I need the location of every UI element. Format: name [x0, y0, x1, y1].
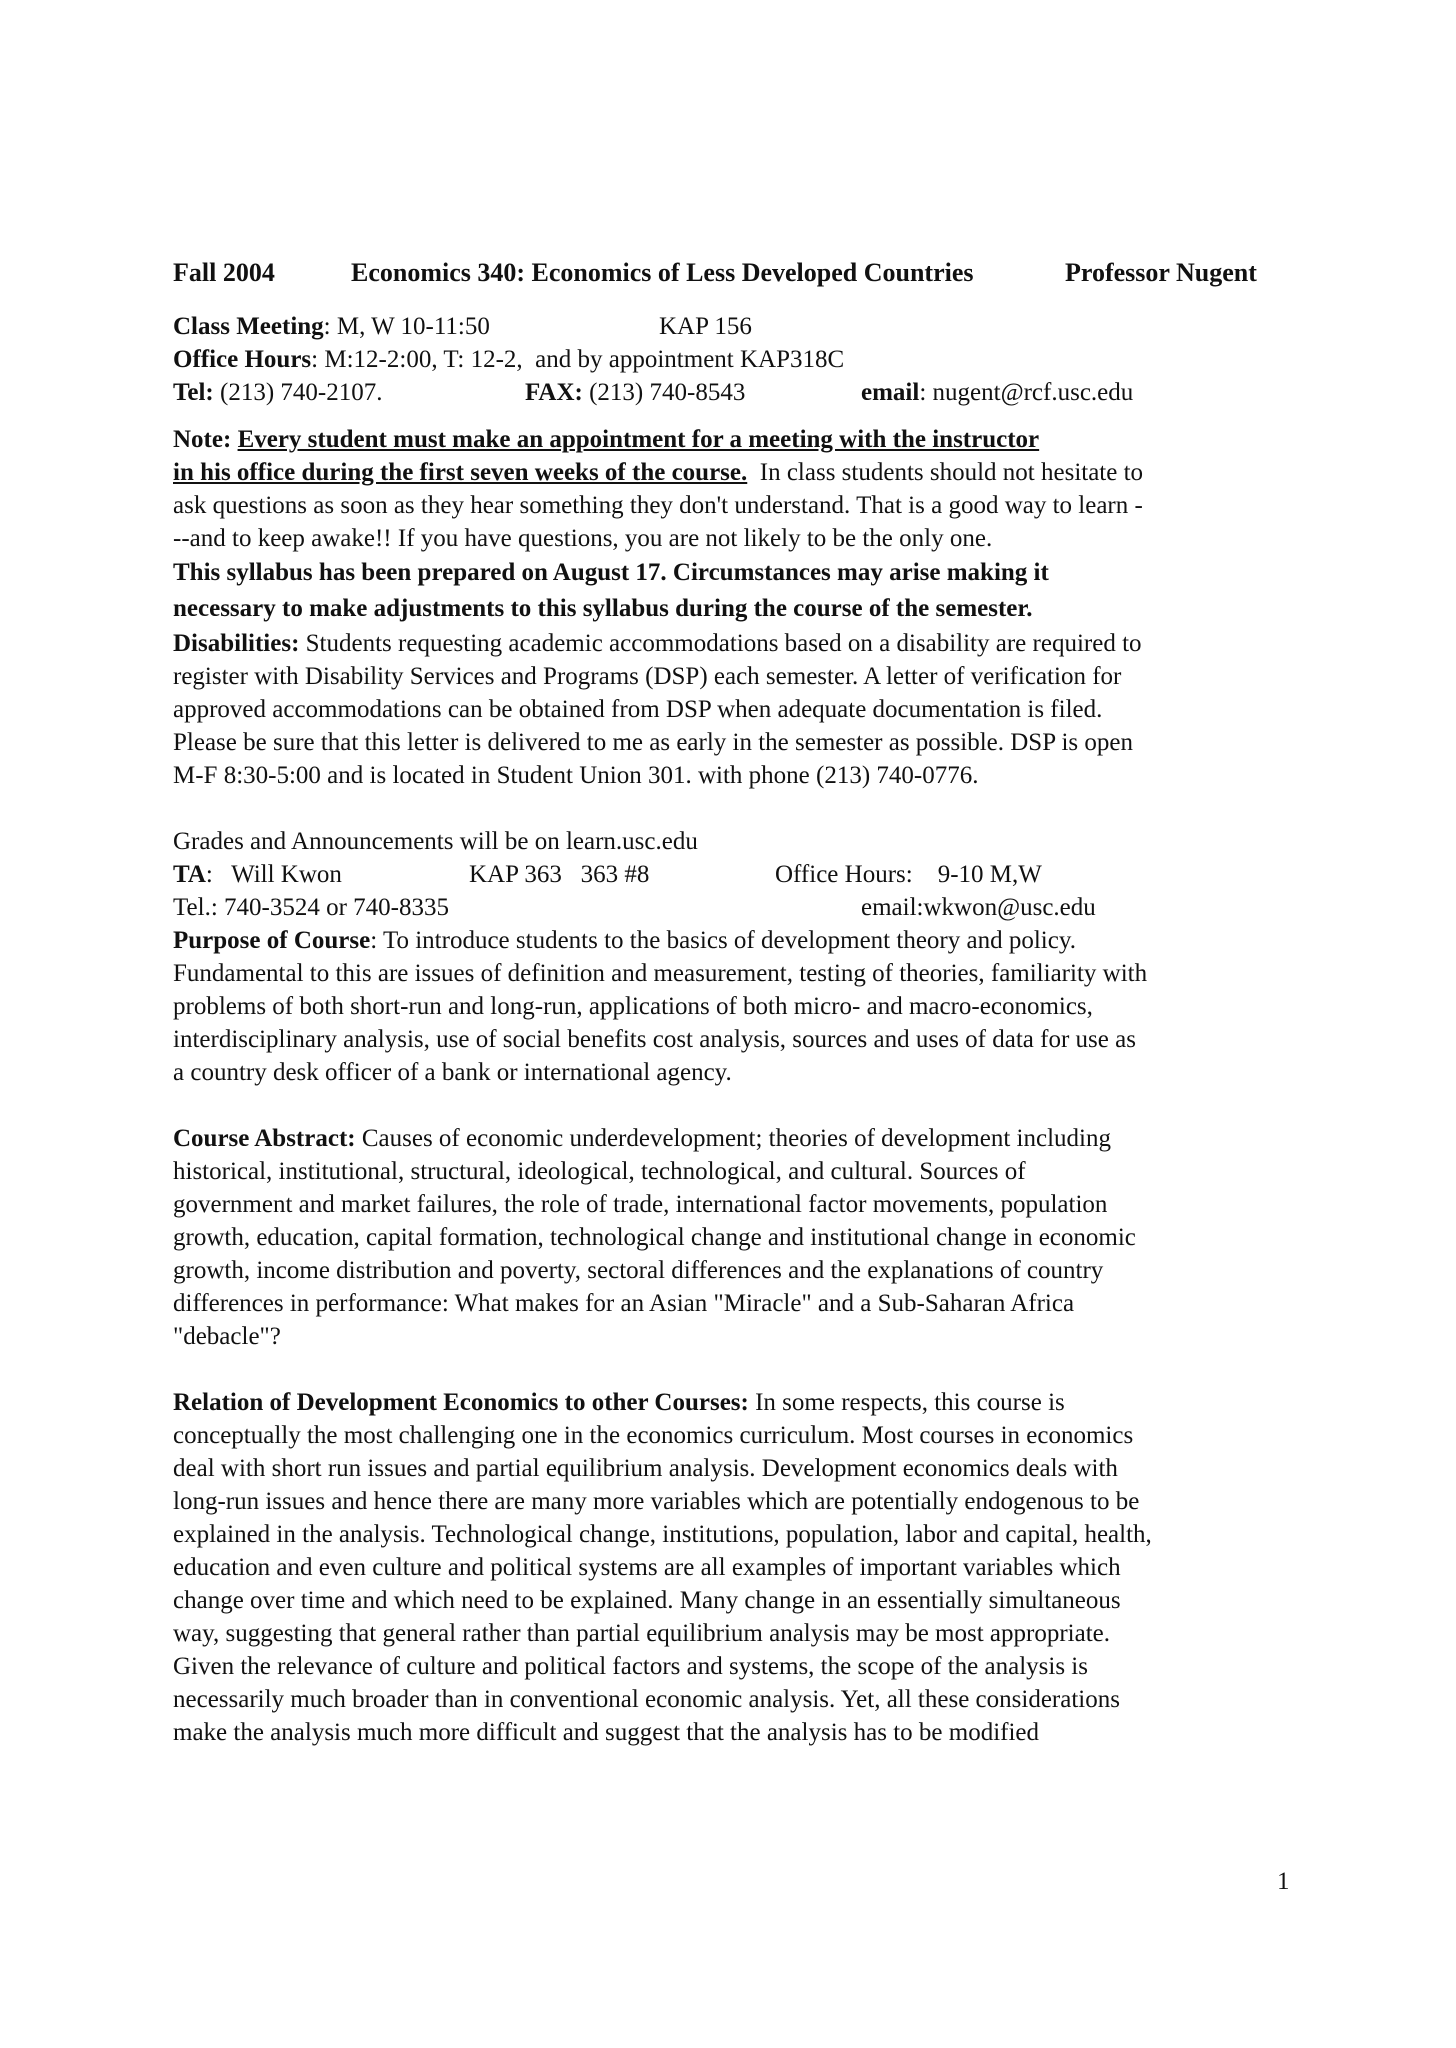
- ta-contact-row: [173, 891, 1313, 924]
- abstract-line: growth, education, capital formation, technological change and institutional change in economic: [173, 1224, 1136, 1251]
- purpose-label: Purpose of Course: [173, 927, 371, 954]
- note-section: Note: Every student must make an appointment for a meeting with the instructor in his office during the first seven weeks of the course. In class students should not hesitate to ask questions as soon as they hear something they don't understand. That is a good way to learn - --and to keep awake!! If you have questions, you are not likely to be the only one. This syllabus has been prepared on August 17. Circumstances may arise making it necessary to make adjustments to this syllabus during the course of the semester.: [173, 423, 1313, 627]
- disabilities-line: M-F 8:30-5:00 and is located in Student Union 301. with phone (213) 740-0776.: [173, 762, 979, 789]
- tel-label: Tel:: [173, 379, 214, 406]
- purpose-line: interdisciplinary analysis, use of social benefits cost analysis, sources and uses of data for use as: [173, 1026, 1136, 1053]
- ta-email[interactable]: email:wkwon@usc.edu: [861, 894, 1096, 921]
- relation-line: necessarily much broader than in conventional economic analysis. Yet, all these considerations: [173, 1686, 1120, 1713]
- spacer: [173, 792, 1313, 825]
- course-header: [173, 256, 1313, 296]
- email-label: email: [861, 379, 920, 406]
- disabilities-section: [173, 627, 1313, 792]
- relation-line: way, suggesting that general rather than partial equilibrium analysis may be most appropriate.: [173, 1620, 1110, 1647]
- purpose-section: [173, 924, 1313, 1089]
- tel-value: (213) 740-2107.: [213, 379, 383, 406]
- abstract-line: Causes of economic underdevelopment; theories of development including: [355, 1125, 1111, 1152]
- ta-office: KAP 363 363 #8: [469, 861, 650, 888]
- office-hours-value: : M:12-2:00, T: 12-2, and by appointment KAP318C: [311, 346, 845, 373]
- page-number: 1: [1277, 1868, 1290, 1895]
- note-text-3: --and to keep awake!! If you have questions, you are not likely to be the only one.: [173, 525, 993, 552]
- disabilities-line: approved accommodations can be obtained from DSP when adequate documentation is filed.: [173, 696, 1103, 723]
- note-text-1: In class students should not hesitate to: [747, 459, 1144, 486]
- professor-name: Professor Nugent: [1065, 258, 1257, 287]
- class-meeting-row: [173, 310, 1313, 343]
- ta-label: TA: [173, 861, 206, 888]
- grades-announcement: Grades and Announcements will be on learn.usc.edu: [173, 828, 698, 855]
- office-hours-label: Office Hours: [173, 346, 312, 373]
- relation-line: long-run issues and hence there are many more variables which are potentially endogenous to be: [173, 1488, 1140, 1515]
- relation-line: explained in the analysis. Technological change, institutions, population, labor and capital, health,: [173, 1521, 1152, 1548]
- ta-office-hours: Office Hours: 9-10 M,W: [775, 861, 1042, 888]
- ta-row: [173, 858, 1313, 891]
- relation-line: deal with short run issues and partial equilibrium analysis. Development economics deals with: [173, 1455, 1118, 1482]
- disabilities-line: Please be sure that this letter is delivered to me as early in the semester as possible. DSP is open: [173, 729, 1133, 756]
- purpose-line: problems of both short-run and long-run, applications of both micro- and macro-economics,: [173, 993, 1093, 1020]
- office-hours-row: [173, 343, 1313, 376]
- abstract-section: [173, 1122, 1313, 1353]
- relation-line: change over time and which need to be explained. Many change in an essentially simultaneous: [173, 1587, 1121, 1614]
- class-room: KAP 156: [659, 313, 752, 340]
- disabilities-label: Disabilities:: [173, 630, 300, 657]
- relation-line: conceptually the most challenging one in the economics curriculum. Most courses in economics: [173, 1422, 1134, 1449]
- note-bold-2: necessary to make adjustments to this syllabus during the course of the semester.: [173, 595, 1033, 622]
- fax-label: FAX:: [525, 379, 583, 406]
- relation-section: [173, 1386, 1313, 1749]
- abstract-label: Course Abstract:: [173, 1125, 356, 1152]
- purpose-line: : To introduce students to the basics of development theory and policy.: [370, 927, 1076, 954]
- relation-line: In some respects, this course is: [748, 1389, 1065, 1416]
- spacer: [173, 409, 1313, 423]
- relation-line: Given the relevance of culture and political factors and systems, the scope of the analysis is: [173, 1653, 1088, 1680]
- note-underlined-2: in his office during the first seven weeks of the course.: [173, 459, 748, 486]
- ta-tel: Tel.: 740-3524 or 740-8335: [173, 894, 449, 921]
- term: Fall 2004: [173, 258, 275, 287]
- class-meeting-value: : M, W 10-11:50: [323, 313, 490, 340]
- relation-line: make the analysis much more difficult and suggest that the analysis has to be modified: [173, 1719, 1040, 1746]
- contact-row: [173, 376, 1313, 409]
- purpose-line: a country desk officer of a bank or international agency.: [173, 1059, 732, 1086]
- spacer: [173, 1353, 1313, 1386]
- disabilities-line: Students requesting academic accommodations based on a disability are required to: [299, 630, 1142, 657]
- note-label: Note: [173, 426, 223, 453]
- abstract-line: government and market failures, the role of trade, international factor movements, population: [173, 1191, 1108, 1218]
- relation-line: education and even culture and political systems are all examples of important variables which: [173, 1554, 1121, 1581]
- note-underlined-1: Every student must make an appointment for a meeting with the instructor: [237, 426, 1040, 453]
- ta-name: : Will Kwon: [205, 861, 342, 888]
- email-value[interactable]: : nugent@rcf.usc.edu: [919, 379, 1134, 406]
- spacer: [173, 1089, 1313, 1122]
- purpose-line: Fundamental to this are issues of definition and measurement, testing of theories, familiarity with: [173, 960, 1148, 987]
- abstract-line: historical, institutional, structural, ideological, technological, and cultural. Sources of: [173, 1158, 1026, 1185]
- class-meeting-label: Class Meeting: [173, 313, 324, 340]
- relation-label: Relation of Development Economics to other Courses:: [173, 1389, 749, 1416]
- abstract-line: growth, income distribution and poverty, sectoral differences and the explanations of country: [173, 1257, 1104, 1284]
- fax-value: (213) 740-8543: [582, 379, 746, 406]
- disabilities-line: register with Disability Services and Programs (DSP) each semester. A letter of verification for: [173, 663, 1122, 690]
- course-title: Economics 340: Economics of Less Developed Countries: [351, 258, 974, 287]
- abstract-line: "debacle"?: [173, 1323, 281, 1350]
- note-bold-1: This syllabus has been prepared on August 17. Circumstances may arise making it: [173, 559, 1049, 586]
- syllabus-content: [173, 256, 1313, 1749]
- spacer: [173, 296, 1313, 310]
- abstract-line: differences in performance: What makes for an Asian "Miracle" and a Sub-Saharan Africa: [173, 1290, 1075, 1317]
- note-text-2: ask questions as soon as they hear something they don't understand. That is a good way to learn -: [173, 492, 1143, 519]
